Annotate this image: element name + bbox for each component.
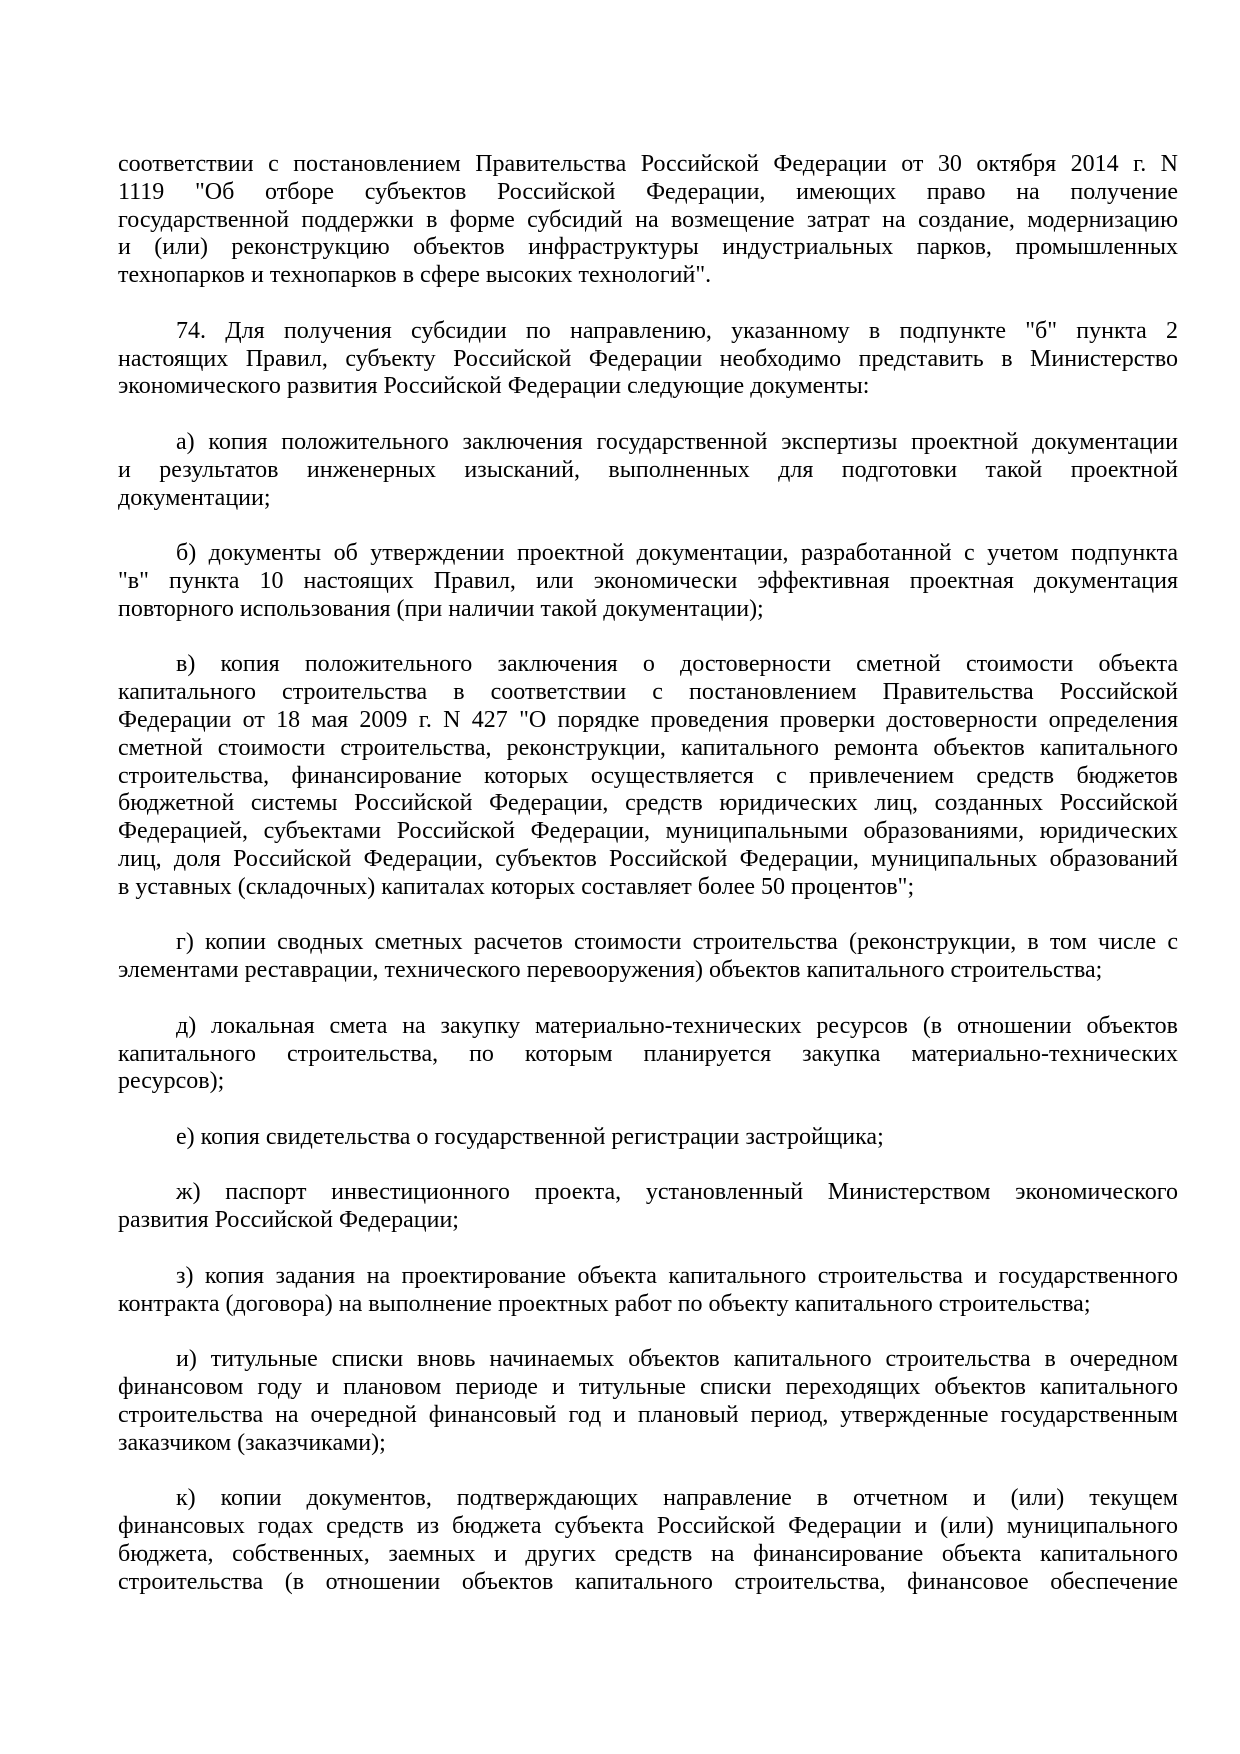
text-line: "в" пункта 10 настоящих Правил, или экономически эффективная проектная документация [118,567,1178,594]
text-line: з) копия задания на проектирование объекта капитального строительства и государственного [176,1262,1178,1289]
paragraph [118,540,1178,623]
text-line: е) копия свидетельства о государственной регистрации застройщика; [176,1123,884,1150]
text-line: лиц, доля Российской Федерации, субъектов Российской Федерации, муниципальных образований [118,845,1178,872]
paragraph [118,929,1178,985]
text-line: 1119 "Об отборе субъектов Российской Федерации, имеющих право на получение [118,178,1178,205]
text-line: и результатов инженерных изысканий, выполненных для подготовки такой проектной [118,456,1178,483]
text-line: строительства, финансирование которых осуществляется с привлечением средств бюджетов [118,762,1178,789]
text-line: финансовом году и плановом периоде и титульные списки переходящих объектов капитального [118,1374,1178,1401]
text-line: бюджета, собственных, заемных и других средств на финансирование объекта капитального [118,1540,1178,1567]
paragraph [118,651,1178,901]
text-line: г) копии сводных сметных расчетов стоимости строительства (реконструкции, в том числе с [176,929,1178,956]
text-line: государственной поддержки в форме субсидий на возмещение затрат на создание, модернизацию [118,206,1178,233]
text-line: и) титульные списки вновь начинаемых объектов капитального строительства в очередном [176,1346,1178,1373]
text-line: заказчиком (заказчиками); [118,1429,386,1456]
paragraph [118,1124,1178,1152]
text-line: настоящих Правил, субъекту Российской Федерации необходимо представить в Министерство [118,345,1178,372]
text-line: в уставных (складочных) капиталах которых составляет более 50 процентов"; [118,873,915,900]
paragraph [118,429,1178,512]
text-line: 74. Для получения субсидии по направлению, указанному в подпункте "б" пункта 2 [176,317,1178,344]
text-line: Федерации от 18 мая 2009 г. N 427 "О порядке проведения проверки достоверности определения [118,706,1178,733]
text-line: а) копия положительного заключения государственной экспертизы проектной документации [176,428,1178,455]
text-line: бюджетной системы Российской Федерации, средств юридических лиц, созданных Российской [118,790,1178,817]
text-line: технопарков и технопарков в сфере высоких технологий". [118,262,712,289]
paragraph [118,1346,1178,1457]
text-line: экономического развития Российской Федерации следующие документы: [118,373,870,400]
paragraph [118,318,1178,401]
text-line: повторного использования (при наличии такой документации); [118,595,764,622]
text-line: к) копии документов, подтверждающих направление в отчетном и (или) текущем [176,1485,1178,1512]
text-line: капитального строительства в соответствии с постановлением Правительства Российской [118,679,1178,706]
paragraph [118,151,1178,290]
text-line: д) локальная смета на закупку материально-технических ресурсов (в отношении объектов [176,1012,1178,1039]
text-line: контракта (договора) на выполнение проектных работ по объекту капитального строительства; [118,1290,1091,1317]
text-line: ресурсов); [118,1068,225,1095]
paragraph [118,1179,1178,1235]
text-line: развития Российской Федерации; [118,1207,459,1234]
document-page [118,151,1178,1624]
text-line: строительства (в отношении объектов капитального строительства, финансовое обеспечение [118,1568,1178,1595]
text-line: соответствии с постановлением Правительства Российской Федерации от 30 октября 2014 г. N [118,151,1178,177]
text-line: Федерацией, субъектами Российской Федерации, муниципальными образованиями, юридических [118,818,1178,845]
text-line: документации; [118,484,271,511]
text-line: в) копия положительного заключения о достоверности сметной стоимости объекта [176,651,1178,678]
text-line: строительства на очередной финансовый год и плановый период, утвержденные государственным [118,1401,1178,1428]
paragraph [118,1485,1178,1596]
text-line: капитального строительства, по которым планируется закупка материально-технических [118,1040,1178,1067]
text-line: элементами реставрации, технического перевооружения) объектов капитального строительства; [118,957,1103,984]
paragraph [118,1263,1178,1319]
paragraph [118,1013,1178,1096]
text-line: финансовых годах средств из бюджета субъекта Российской Федерации и (или) муниципального [118,1513,1178,1540]
text-line: и (или) реконструкцию объектов инфраструктуры индустриальных парков, промышленных [118,234,1178,261]
text-line: б) документы об утверждении проектной документации, разработанной с учетом подпункта [176,540,1178,567]
text-line: сметной стоимости строительства, реконструкции, капитального ремонта объектов капитального [118,734,1178,761]
text-line: ж) паспорт инвестиционного проекта, установленный Министерством экономического [176,1179,1178,1206]
